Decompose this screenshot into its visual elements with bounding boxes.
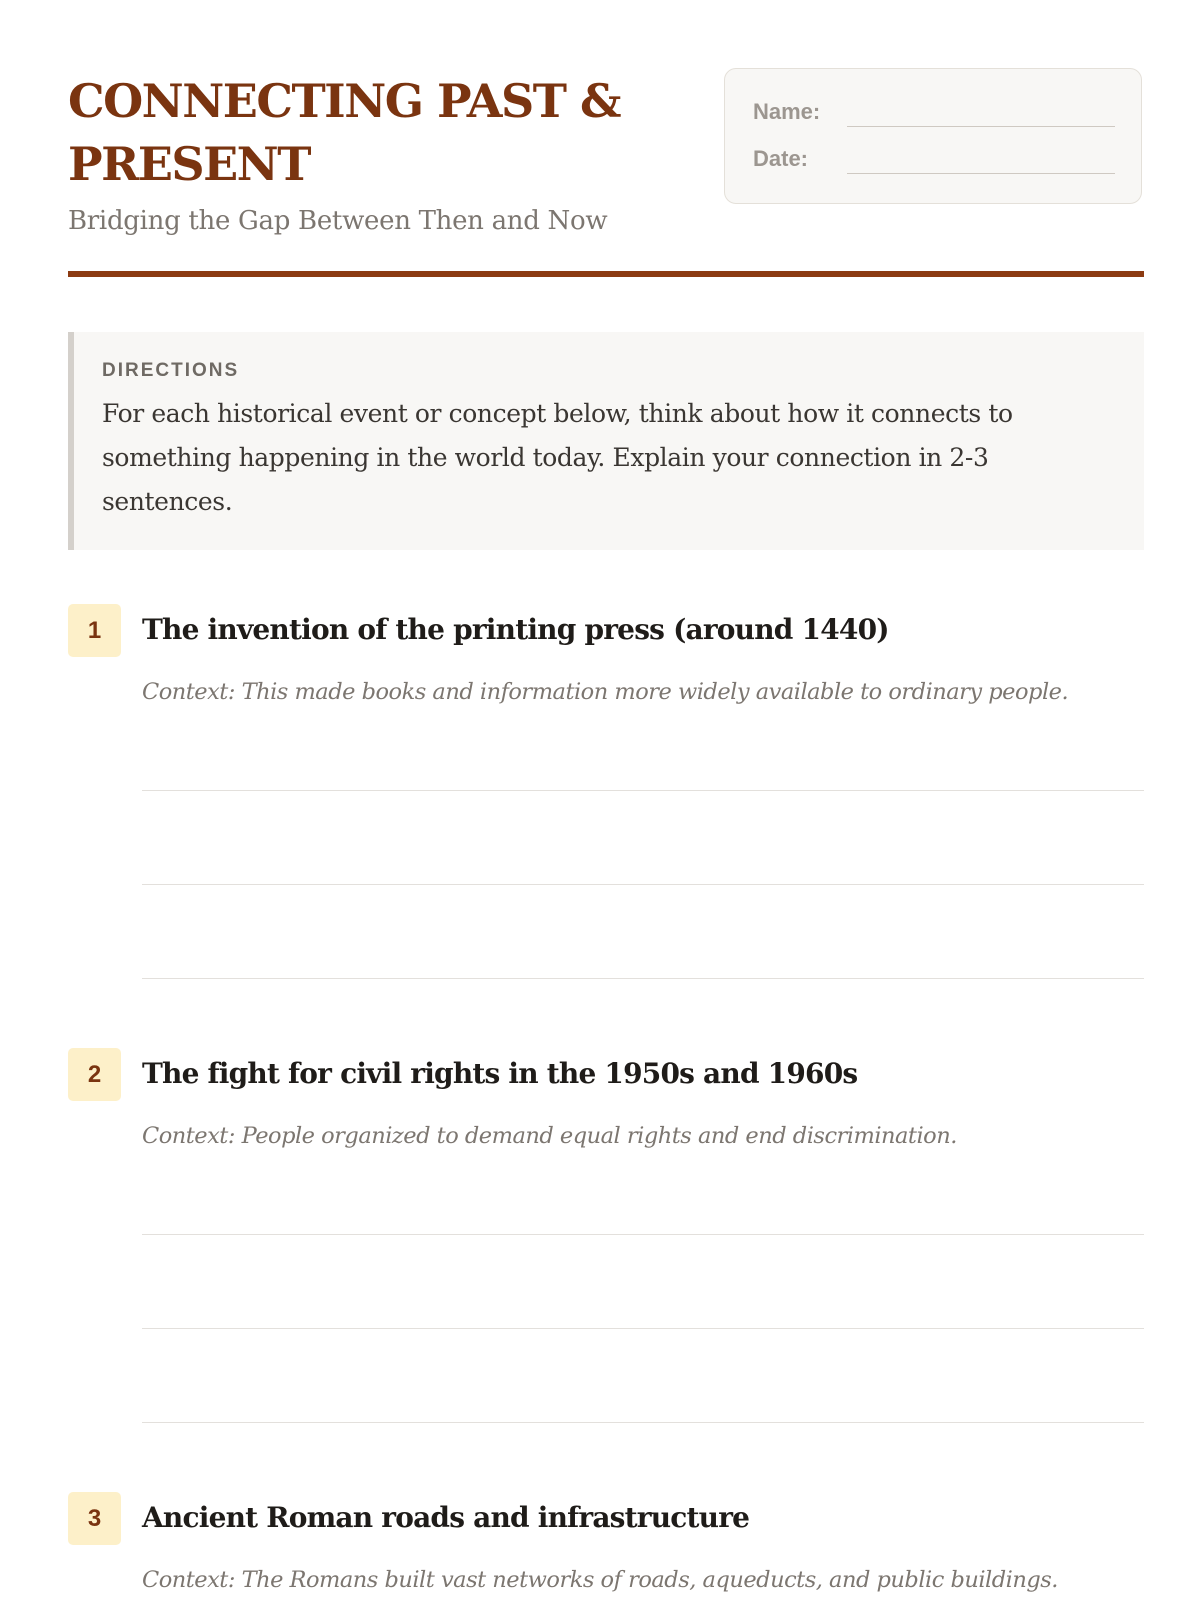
name-field[interactable] (847, 126, 1115, 127)
date-label: Date: (753, 146, 809, 171)
question-number-badge: 3 (68, 1492, 121, 1545)
date-row (753, 144, 1115, 176)
answer-line[interactable] (142, 1328, 1144, 1329)
date-field[interactable] (847, 173, 1115, 174)
question-number-badge: 2 (68, 1048, 121, 1101)
name-label: Name: (753, 99, 821, 124)
header-divider (68, 271, 1144, 277)
answer-line[interactable] (142, 978, 1144, 979)
directions-box (68, 332, 1144, 550)
directions-text: For each historical event or concept below, think about how it connects to something happening in the world today. Explain your connection in 2-3 sentences. (102, 399, 1013, 516)
worksheet-page (68, 0, 1144, 1593)
question-context: Context: The Romans built vast networks of roads, aqueducts, and public buildings. (142, 1567, 1058, 1593)
directions-label: DIRECTIONS (102, 360, 240, 381)
answer-line[interactable] (142, 1422, 1144, 1423)
worksheet-header (68, 0, 1144, 280)
answer-line[interactable] (142, 1234, 1144, 1235)
question-number-badge: 1 (68, 604, 121, 657)
answer-line[interactable] (142, 790, 1144, 791)
page-title: CONNECTING PAST & PRESENT (68, 74, 620, 191)
question-title: Ancient Roman roads and infrastructure (142, 1501, 750, 1534)
question-context: Context: This made books and information more widely available to ordinary people. (142, 679, 1069, 705)
student-info-box (724, 68, 1142, 204)
name-row (753, 97, 1115, 129)
page-subtitle: Bridging the Gap Between Then and Now (68, 206, 608, 236)
question-title: The invention of the printing press (around 1440) (142, 613, 889, 646)
answer-line[interactable] (142, 884, 1144, 885)
question-context: Context: People organized to demand equal rights and end discrimination. (142, 1123, 957, 1149)
question-title: The fight for civil rights in the 1950s and 1960s (142, 1057, 858, 1090)
